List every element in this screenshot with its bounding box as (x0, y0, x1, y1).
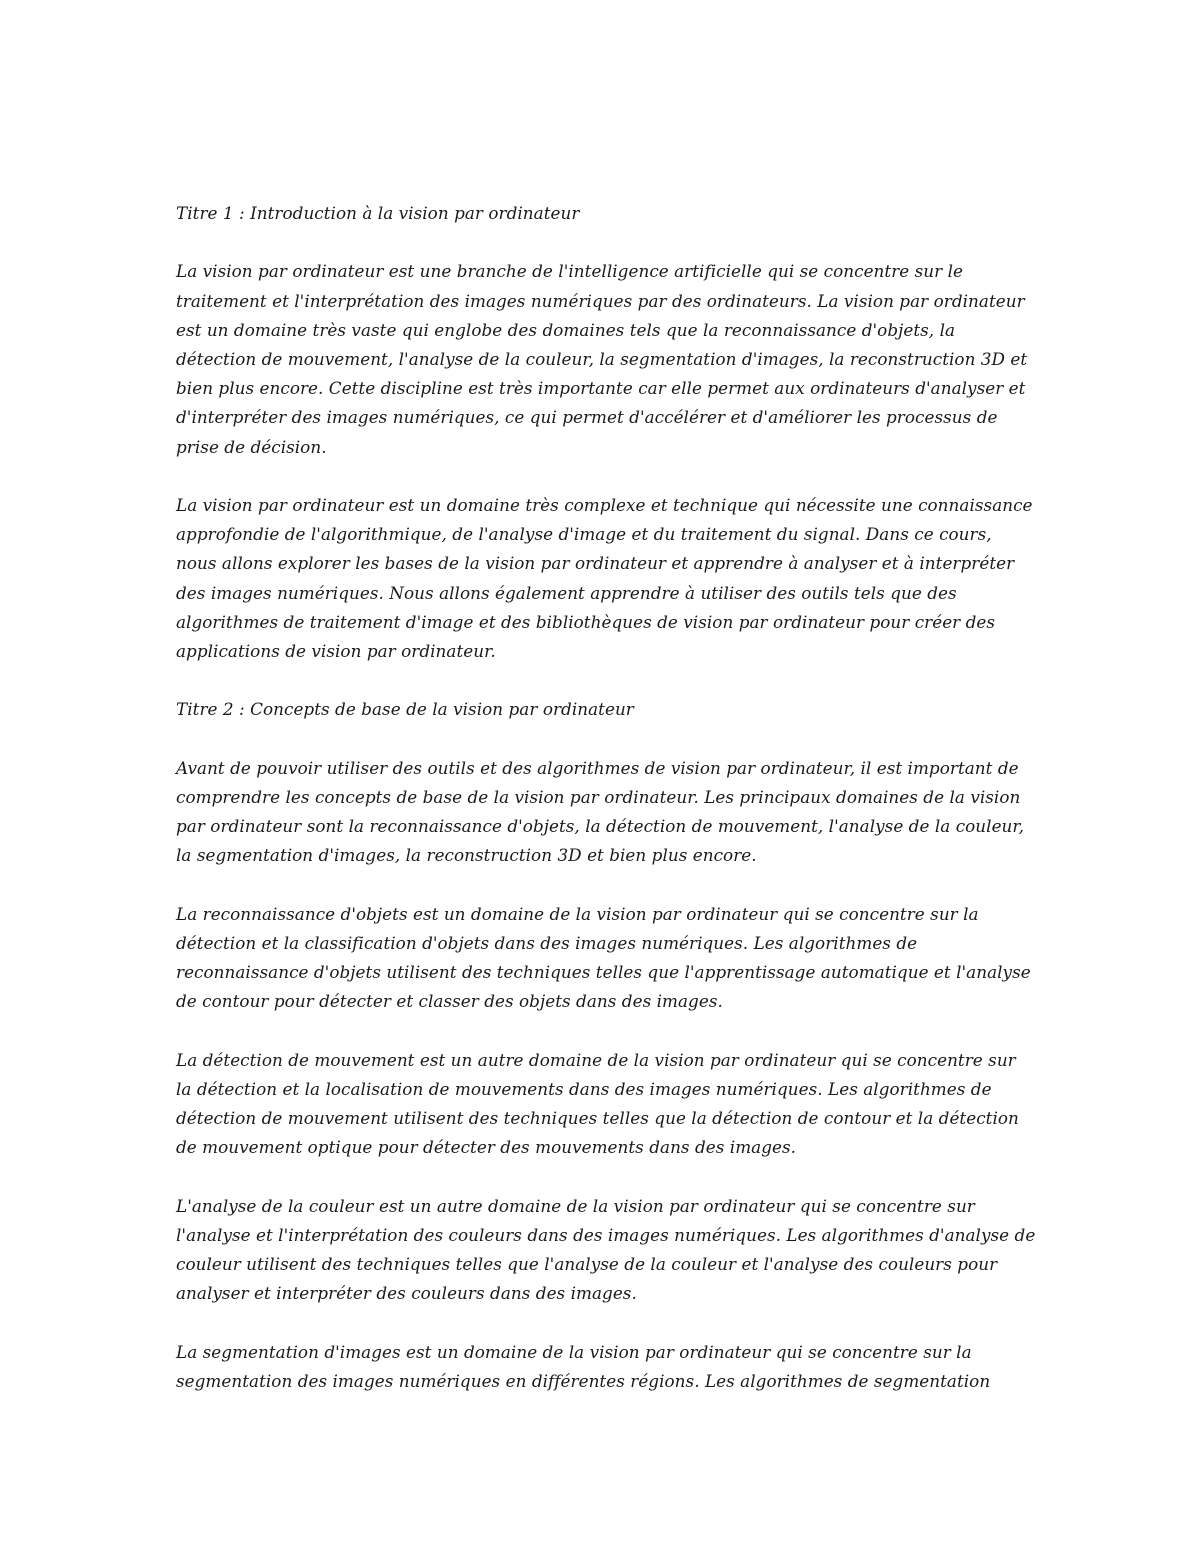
paragraph-7: La segmentation d'images est un domaine de la vision par ordinateur qui se concentre sur la segmentation des images numériques en différentes régions. Les algorithmes de segmentation (176, 1341, 991, 1391)
heading-2: Titre 2 : Concepts de base de la vision par ordinateur (176, 699, 634, 720)
paragraph-4: La reconnaissance d'objets est un domaine de la vision par ordinateur qui se concentre sur la détection et la classification d'objets dans des images numériques. Les algorithmes de reconnaissance d'objets utilisent des techniques telles que l'apprentissage automatique et l'analyse de contour pour détecter et classer des objets dans des images. (176, 903, 1031, 1012)
heading-1: Titre 1 : Introduction à la vision par ordinateur (176, 203, 580, 223)
paragraph-1: La vision par ordinateur est une branche de l'intelligence artificielle qui se concentre sur le traitement et l'interprétation des images numériques par des ordinateurs. La vision par ordinateur est un domaine très vaste qui englobe des domaines tels que la reconnaissance d'objets, la détection de mouvement, l'analyse de la couleur, la segmentation d'images, la reconstruction 3D et bien plus encore. Cette discipline est très importante car elle permet aux ordinateurs d'analyser et d'interpréter des images numériques, ce qui permet d'accélérer et d'améliorer les processus de prise de décision. (176, 261, 1028, 457)
paragraph-6: L'analyse de la couleur est un autre domaine de la vision par ordinateur qui se concentre sur l'analyse et l'interprétation des couleurs dans des images numériques. Les algorithmes d'analyse de couleur utilisent des techniques telles que l'analyse de la couleur et l'analyse des couleurs pour analyser et interpréter des couleurs dans des images. (176, 1195, 1036, 1304)
paragraph-5: La détection de mouvement est un autre domaine de la vision par ordinateur qui se concentre sur la détection et la localisation de mouvements dans des images numériques. Les algorithmes de détection de mouvement utilisent des techniques telles que la détection de contour et la détection de mouvement optique pour détecter des mouvements dans des images. (176, 1049, 1019, 1158)
paragraph-3: Avant de pouvoir utiliser des outils et des algorithmes de vision par ordinateur, il est important de comprendre les concepts de base de la vision par ordinateur. Les principaux domaines de la vision par ordinateur sont la reconnaissance d'objets, la détection de mouvement, l'analyse de la couleur, la segmentation d'images, la reconstruction 3D et bien plus encore. (176, 757, 1025, 866)
paragraph-2: La vision par ordinateur est un domaine très complexe et technique qui nécessite une connaissance approfondie de l'algorithmique, de l'analyse d'image et du traitement du signal. Dans ce cours, nous allons explorer les bases de la vision par ordinateur et apprendre à analyser et à interpréter des images numériques. Nous allons également apprendre à utiliser des outils tels que des algorithmes de traitement d'image et des bibliothèques de vision par ordinateur pour créer des applications de vision par ordinateur. (176, 495, 1033, 662)
document-page (176, 199, 1036, 1425)
